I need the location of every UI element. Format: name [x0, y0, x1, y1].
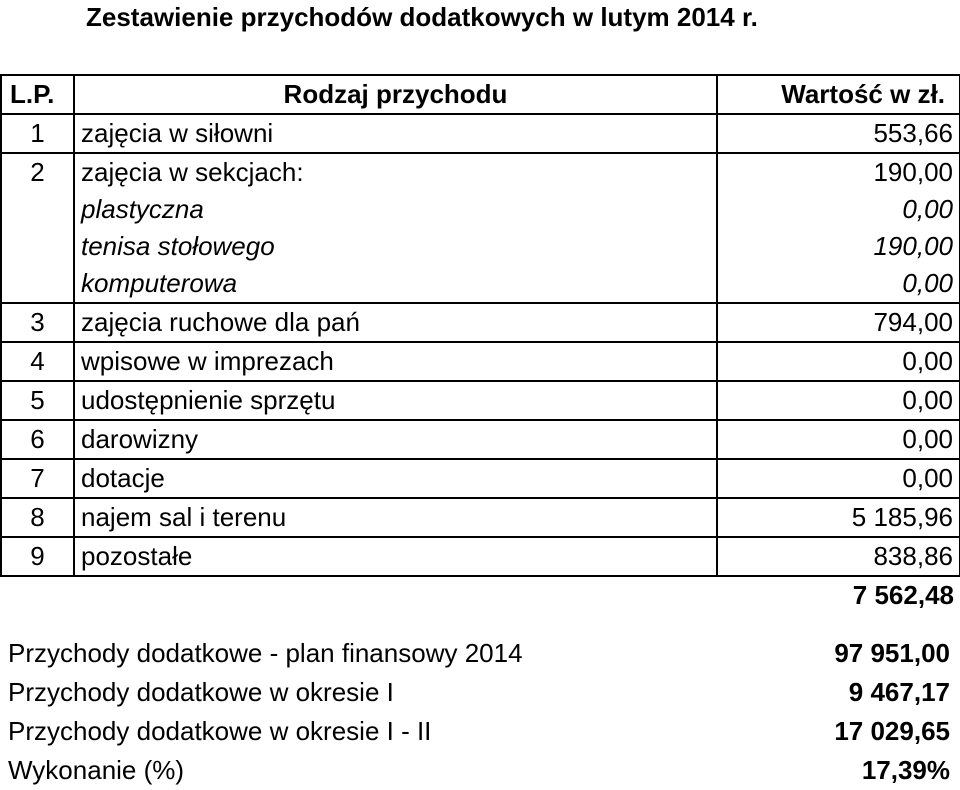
- row-number: 6: [1, 420, 74, 459]
- row-value: 794,00: [717, 303, 960, 342]
- header-rodzaj: Rodzaj przychodu: [74, 75, 717, 114]
- header-wartosc: Wartość w zł.: [717, 75, 960, 114]
- table-total-row: [1, 576, 960, 614]
- row-number: 7: [1, 459, 74, 498]
- row-name: najem sal i terenu: [74, 498, 717, 537]
- row-value: 553,66: [717, 114, 960, 153]
- table-row: [1, 153, 960, 191]
- table-row: [1, 537, 960, 576]
- row-value: 0,00: [717, 381, 960, 420]
- row-number: [1, 191, 74, 228]
- row-name: wpisowe w imprezach: [74, 342, 717, 381]
- table-row: [1, 498, 960, 537]
- row-number: [1, 265, 74, 303]
- summary-row-period-1: [8, 673, 950, 712]
- row-name: dotacje: [74, 459, 717, 498]
- row-number: 2: [1, 153, 74, 191]
- summary-label: Przychody dodatkowe w okresie I: [8, 677, 394, 707]
- row-name: udostępnienie sprzętu: [74, 381, 717, 420]
- summary-label: Wykonanie (%): [8, 755, 185, 785]
- table-row: [1, 342, 960, 381]
- row-number: 9: [1, 537, 74, 576]
- row-name: tenisa stołowego: [74, 228, 717, 265]
- summary-row-execution: [8, 751, 950, 790]
- row-value: 0,00: [717, 265, 960, 303]
- total-value: 7 562,48: [852, 580, 954, 610]
- row-name: zajęcia w siłowni: [74, 114, 717, 153]
- summary-row-plan: [8, 634, 950, 673]
- table-header-row: [1, 75, 960, 114]
- row-value: 5 185,96: [717, 498, 960, 537]
- table-row: [1, 303, 960, 342]
- table-row-sub: [1, 228, 960, 265]
- table-row: [1, 114, 960, 153]
- total-spacer: [74, 576, 717, 614]
- table-row-sub: [1, 265, 960, 303]
- total-spacer: [1, 576, 74, 614]
- table-row: [1, 381, 960, 420]
- revenue-table: [0, 74, 960, 614]
- row-name: zajęcia w sekcjach:: [74, 153, 717, 191]
- summary-value: 97 951,00: [834, 638, 950, 668]
- row-name: plastyczna: [74, 191, 717, 228]
- table-row: [1, 459, 960, 498]
- row-number: 1: [1, 114, 74, 153]
- table-row-sub: [1, 191, 960, 228]
- row-name: pozostałe: [74, 537, 717, 576]
- row-number: [1, 228, 74, 265]
- row-value: 838,86: [717, 537, 960, 576]
- row-value: 0,00: [717, 459, 960, 498]
- row-value: 190,00: [717, 153, 960, 191]
- page-title: Zestawienie przychodów dodatkowych w lutym 2014 r.: [86, 2, 758, 32]
- row-name: darowizny: [74, 420, 717, 459]
- summary-row-period-1-2: [8, 712, 950, 751]
- row-value: 190,00: [717, 228, 960, 265]
- summary-section: [8, 634, 950, 790]
- summary-value: 17,39%: [861, 755, 950, 785]
- header-lp: L.P.: [1, 75, 74, 114]
- row-value: 0,00: [717, 191, 960, 228]
- row-number: 4: [1, 342, 74, 381]
- row-name: zajęcia ruchowe dla pań: [74, 303, 717, 342]
- summary-value: 17 029,65: [834, 716, 950, 746]
- row-number: 3: [1, 303, 74, 342]
- row-number: 8: [1, 498, 74, 537]
- row-name: komputerowa: [74, 265, 717, 303]
- table-row: [1, 420, 960, 459]
- row-number: 5: [1, 381, 74, 420]
- summary-value: 9 467,17: [848, 677, 950, 707]
- row-value: 0,00: [717, 342, 960, 381]
- summary-label: Przychody dodatkowe - plan finansowy 2014: [8, 638, 523, 668]
- summary-label: Przychody dodatkowe w okresie I - II: [8, 716, 432, 746]
- row-value: 0,00: [717, 420, 960, 459]
